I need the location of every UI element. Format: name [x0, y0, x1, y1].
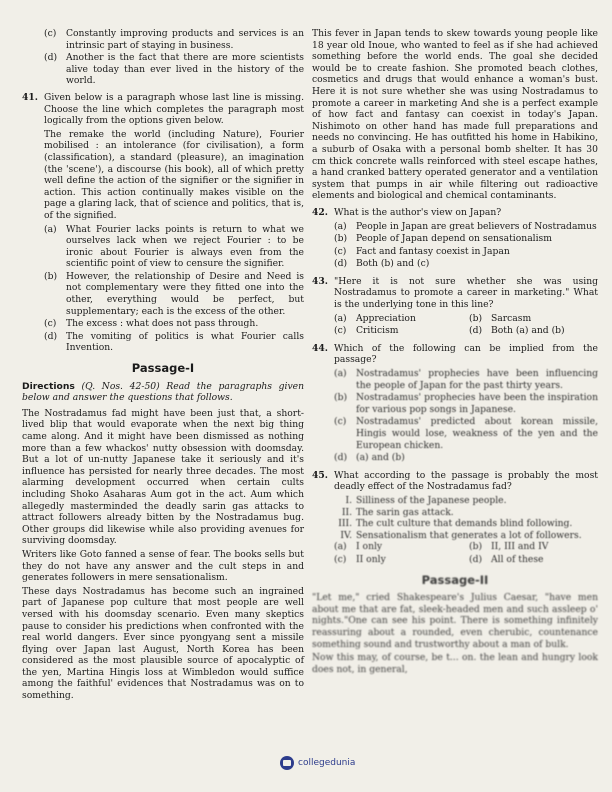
option-key: (c) [334, 245, 347, 257]
option-text: People in Japan are great believers of Nostradamus [356, 220, 597, 232]
statement-text: The cult culture that demands blind following. [356, 518, 573, 530]
option-text: All of these [491, 553, 544, 565]
blurred-region [334, 368, 598, 464]
option-key: (d) [469, 325, 483, 337]
option-text: Nostradamus' prophecies have been the inspiration for various pop songs in Japanese. [356, 392, 598, 415]
passage-paragraph: Writers like Goto fanned a sense of fear. The books sells but they do not have any answer and the cult steps in and generates followers in mere sensationalism. [22, 548, 304, 584]
passage-heading: Passage-II [421, 572, 489, 587]
option-text: Nostradamus' prophecies have been influencing the people of Japan for the past thirty years. [356, 368, 598, 391]
option-key: (a) [334, 368, 347, 380]
question-stem: What according to the passage is probably the most deadly effect of the Nostradamus fad? [334, 469, 598, 493]
option-key: (d) [44, 330, 58, 342]
option-text: I only [356, 541, 383, 553]
option-text: Both (b) and (c) [356, 258, 430, 270]
option-key: (a) [334, 541, 347, 553]
option-row [334, 368, 598, 391]
option-text: The vomiting of politics is what Fourier calls Invention. [66, 330, 304, 354]
option-row [44, 331, 304, 354]
option-text: Criticism [356, 325, 399, 337]
collegedunia-logo [280, 756, 355, 770]
passage-paragraph: Now this may, of course, be t... on. the lean and hungry look does not, in general, [312, 652, 598, 675]
directions-text: (Q. Nos. 42-50) Read the paragraphs given below and answer the questions that follows. [22, 380, 304, 404]
statement-row [334, 495, 598, 507]
option-key: (c) [334, 553, 347, 565]
option-row [44, 318, 304, 330]
option-row [334, 416, 598, 451]
option-key: (b) [469, 541, 483, 553]
option-row [334, 325, 463, 337]
statement-row [334, 507, 598, 519]
option-key: (d) [469, 553, 483, 565]
option-key: (a) [334, 220, 347, 232]
left-column [22, 28, 304, 704]
statement-key: I. [345, 494, 352, 506]
option-text: Sarcasm [491, 312, 532, 324]
option-row [334, 233, 598, 245]
option-text: The excess : what does not pass through. [66, 318, 259, 330]
question-number: 44. [312, 342, 328, 354]
question-stem: Which of the following can be implied from the passage? [334, 342, 598, 366]
option-text: Another is the fact that there are more scientists alive today than ever lived in the history of the world. [66, 52, 304, 87]
right-column [312, 28, 598, 677]
option-text: Constantly improving products and services is an intrinsic part of staying in business. [66, 28, 304, 51]
passage-paragraph: These days Nostradamus has become such an ingrained part of Japanese pop culture that most people are well versed with his doomsday scenario. Even many skeptics pause to consider his predictions when confronted with the real world dangers. Ever since pyongyang sent a missile flying over Japan last August, North Korea has been considered as the most plausible source of apocalyptic of the yen, Martina Hingis loss at Wimbledon would suffice among the faithful' evidences that Nostradamus was on to something. [22, 585, 304, 702]
option-row [469, 554, 598, 566]
passage-paragraph: This fever in Japan tends to skew towards young people like 18 year old Inoue, who wanted to feel as if she had achieved something before the world ends. The goal she decided would be to create fashion. She promoted beach clothes, cosmetics and drugs that would enhance a woman's bust. Here it is not sure whether she was using Nostradamus to promote a career in marketing And she is a perfect example of how fact and fantasy can coexist in today's Japan. Nishimoto on other hand has made full preparations and needs no convincing. He has outfitted his home in Habikino, a suburb of Osaka with a personal bomb shelter. It has 30 cm thick concrete walls reinforced with steel escape hathes, a hand cranked battery operated generator and a ventilation system that pumps in air while filtering out radioactive elements and biological and chemical contaminants. [312, 28, 598, 202]
option-key: (d) [334, 452, 348, 464]
passage-heading: Passage-I [131, 361, 195, 376]
question-44 [312, 343, 598, 465]
question-number: 42. [312, 206, 328, 218]
question-stem: What is the author's view on Japan? [334, 206, 502, 218]
option-key: (c) [334, 416, 347, 428]
option-key: (b) [44, 270, 58, 282]
statement-key: II. [341, 506, 352, 518]
option-row [334, 452, 598, 464]
option-row [334, 554, 463, 566]
statement-text: The sarin gas attack. [356, 506, 454, 518]
statement-key: III. [338, 518, 352, 530]
option-text: However, the relationship of Desire and Need is not complementary were they fitted one into the other, everything would be perfect, but supplementary; each is the excess of the other. [66, 270, 304, 317]
question-number: 43. [312, 275, 328, 287]
passage-paragraph: The Nostradamus fad might have been just that, a short-lived blip that would evaporate when the next big thing came along. And it might have been dismissed as nothing more than a few whackos' nutty obsession with doomsday. But a lot of un-nutty Japanese take it seriously and it's influence has persisted for nearly three decades. The most alarming development occurred when certain cults including Shoko Asaharas Aum got in the act. Aum which allegedly masterminded the deadly sarin gas attacks to attract followers already bitten by the Nostradamus bug. Other groups did likewise while also providing avenues for surviving doomsday. [22, 407, 304, 547]
question-41 [22, 92, 304, 355]
question-stem: Given below is a paragraph whose last line is missing. Choose the line which completes the paragraph most logically from the options given below. [44, 91, 304, 127]
directions-label: Directions [22, 380, 75, 392]
blurred-region [312, 572, 598, 676]
statement-text: Sensationalism that generates a lot of followers. [356, 529, 582, 541]
statement-key: IV. [340, 529, 352, 541]
option-text: Both (a) and (b) [491, 325, 565, 337]
option-text: Fact and fantasy coexist in Japan [356, 245, 510, 257]
option-row [334, 313, 463, 325]
option-row [334, 541, 463, 553]
option-key: (b) [334, 392, 348, 404]
option-row [44, 52, 304, 87]
option-key: (a) [334, 312, 347, 324]
option-text: (a) and (b) [356, 452, 405, 464]
option-key: (b) [469, 312, 483, 324]
option-text: Nostradamus' predicted about korean missile, Hingis would lose, weakness of the yen and the European chicken. [356, 416, 598, 451]
option-row [469, 325, 598, 337]
option-key: (d) [44, 52, 58, 64]
option-text: II, III and IV [491, 541, 549, 553]
option-key: (a) [44, 223, 57, 235]
option-row [334, 392, 598, 415]
option-row [44, 224, 304, 270]
option-row [334, 258, 598, 270]
question-stem: "Here it is not sure whether she was using Nostradamus to promote a career in marketing." What is the underlying tone in this line? [334, 275, 598, 311]
logo-icon [280, 756, 294, 770]
option-key: (b) [334, 233, 348, 245]
statement-row [334, 518, 598, 530]
statement-row [334, 530, 598, 542]
option-row [44, 28, 304, 51]
option-row [469, 541, 598, 553]
question-43 [312, 276, 598, 338]
option-text: What Fourier lacks points is return to what we ourselves lack when we reject Fourier : to be ironic about Fourier is always even from the scientific point of view to censure the signifier. [66, 223, 304, 270]
question-42 [312, 207, 598, 271]
question-number: 45. [312, 469, 328, 481]
option-key: (c) [44, 28, 57, 39]
question-number: 41. [22, 91, 38, 103]
option-row [469, 313, 598, 325]
option-key: (c) [44, 318, 57, 330]
option-text: People of Japan depend on sensationalism [356, 233, 552, 245]
option-text: Appreciation [356, 312, 416, 324]
passage-paragraph: "Let me," cried Shakespeare's Julius Caesar, "have men about me that are fat, sleek-headed men and such assleep o' nights."One can see his point. There is something infinitely reassuring about a rounded, even cherubic, countenance something sound and trustworthy about a man of bulk. [312, 592, 598, 650]
option-text: II only [356, 553, 386, 565]
option-row [334, 221, 598, 233]
option-key: (d) [334, 258, 348, 270]
logo-text: collegedunia [298, 758, 356, 768]
blurred-region [334, 495, 598, 567]
directions [22, 381, 304, 404]
statement-text: Silliness of the Japanese people. [356, 494, 507, 506]
option-row [44, 271, 304, 317]
option-row [334, 246, 598, 258]
question-45 [312, 470, 598, 567]
question-paragraph: The remake the world (including Nature), Fourier mobilised : an intolerance (for civilisation), a form (classification), a standard (pleasure), an imagination (the 'scene'), a discourse (his book), all of which pretty well define the action of the signifier or the signifier in action. This action continually makes visible on the page a glaring lack, that of science and politics, that is, of the signified. [44, 128, 304, 221]
option-key: (c) [334, 325, 347, 337]
